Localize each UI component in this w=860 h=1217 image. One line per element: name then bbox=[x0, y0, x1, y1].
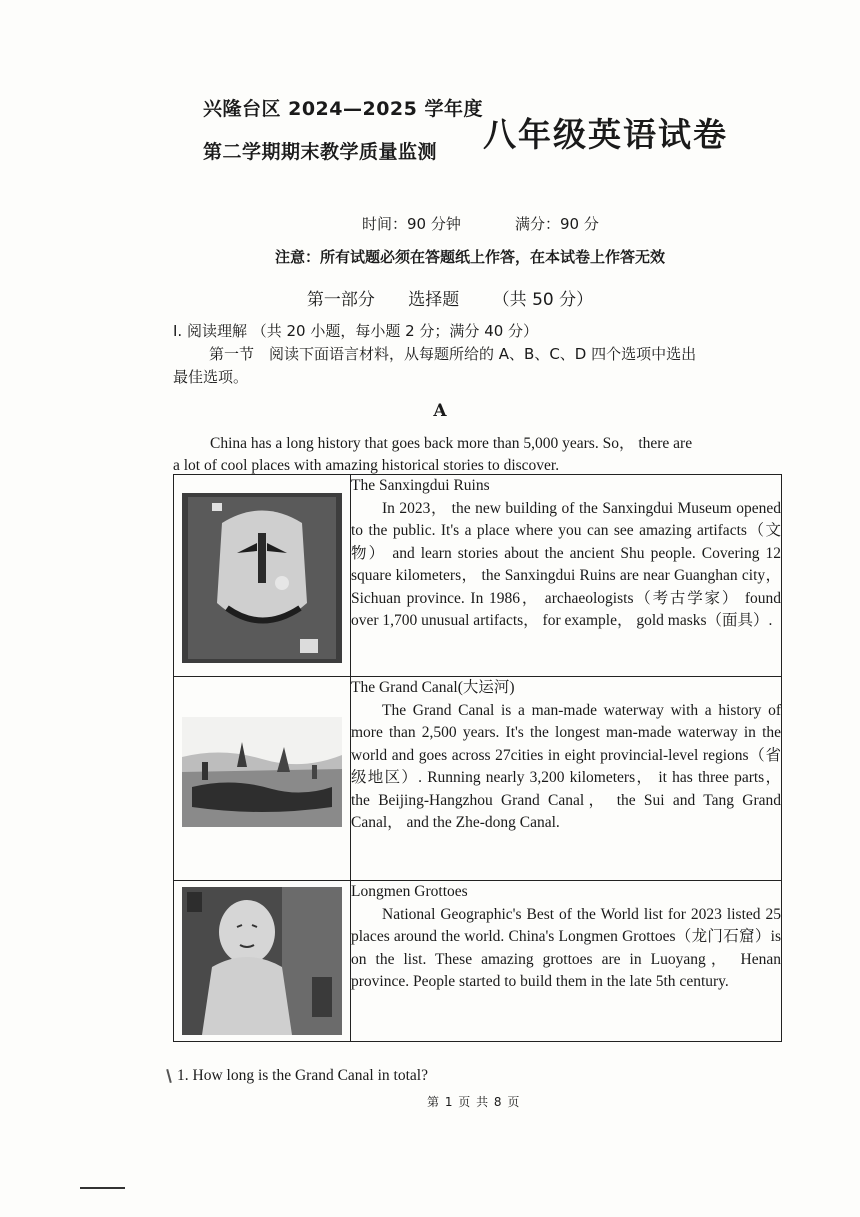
exam-time: 时间：90 分钟 bbox=[362, 215, 461, 233]
part-heading bbox=[20, 285, 860, 310]
gold-mask-photo bbox=[182, 493, 344, 667]
place-row-longmen bbox=[174, 881, 782, 1042]
passage-intro-line2: a lot of cool places with amazing historical stories to discover. bbox=[173, 457, 560, 474]
places-table bbox=[173, 474, 782, 1042]
place-text-cell bbox=[351, 475, 782, 677]
place-row-grand-canal bbox=[174, 677, 782, 881]
place-title: The Grand Canal(大运河) bbox=[351, 679, 515, 696]
exam-title: 八年级英语试卷 bbox=[483, 115, 728, 154]
part-points: （共 50 分） bbox=[492, 290, 594, 310]
section-title: I. 阅读理解 （共 20 小题，每小题 2 分；满分 40 分） bbox=[173, 322, 539, 340]
place-title: The Sanxingdui Ruins bbox=[351, 477, 490, 494]
scan-mark bbox=[80, 1187, 125, 1189]
pen-mark bbox=[166, 1069, 172, 1083]
page-number: 第 1 页 共 8 页 bbox=[427, 1095, 521, 1109]
passage-label: A bbox=[433, 401, 447, 421]
place-text-cell bbox=[351, 677, 782, 881]
part-type: 选择题 bbox=[408, 290, 460, 310]
exam-full-score: 满分：90 分 bbox=[515, 215, 599, 233]
part-name: 第一部分 bbox=[306, 290, 375, 310]
buddha-statue-photo bbox=[182, 887, 344, 1039]
place-text-cell bbox=[351, 881, 782, 1042]
exam-notice: 注意：所有试题必须在答题纸上作答，在本试卷上作答无效 bbox=[274, 248, 665, 266]
place-row-sanxingdui bbox=[174, 475, 782, 677]
question-1: 1. How long is the Grand Canal in total? bbox=[177, 1067, 428, 1084]
exam-term-label: 第二学期期末教学质量监测 bbox=[203, 141, 438, 163]
passage-intro-line1: China has a long history that goes back more than 5,000 years. So， there are bbox=[210, 435, 693, 452]
place-description: National Geographic's Best of the World list for 2023 listed 25 places around the world. China's Longmen Grottoes（龙门石窟）is on the list. These amazing grottoes are in Luoyang， Henan province. People started to build them in the late 5th century. bbox=[351, 905, 781, 990]
place-description: The Grand Canal is a man-made waterway with a history of more than 2,500 years. It's the longest man-made waterway in the world and goes across 27cities in eight provincial-level regions（省级地区）. Running nearly 3,200 kilometers， it has three parts， the Beijing-Hangzhou Grand Canal， the Sui and Tang Grand Canal， and the Zhe-dong Canal. bbox=[351, 701, 781, 831]
place-image-cell bbox=[174, 677, 351, 881]
exam-region-year: 兴隆台区 2024—2025 学年度 bbox=[203, 98, 483, 120]
place-image-cell bbox=[174, 881, 351, 1042]
place-title: Longmen Grottoes bbox=[351, 883, 468, 900]
section-instruction-cont: 最佳选项。 bbox=[173, 368, 249, 386]
section-instruction: 第一节 阅读下面语言材料，从每题所给的 A、B、C、D 四个选项中选出 bbox=[209, 345, 697, 363]
place-image-cell bbox=[174, 475, 351, 677]
canal-boats-photo bbox=[182, 717, 344, 831]
place-description: In 2023， the new building of the Sanxingdui Museum opened to the public. It's a place where you can see amazing artifacts（文物） and learn stories about the ancient Shu people. Covering 12 square kilometers， the Sanxingdui Ruins are near Guanghan city， Sichuan province. In 1986， archaeologists（考古学家） found over 1,700 unusual artifacts， for example， gold masks（面具）. bbox=[351, 499, 781, 629]
